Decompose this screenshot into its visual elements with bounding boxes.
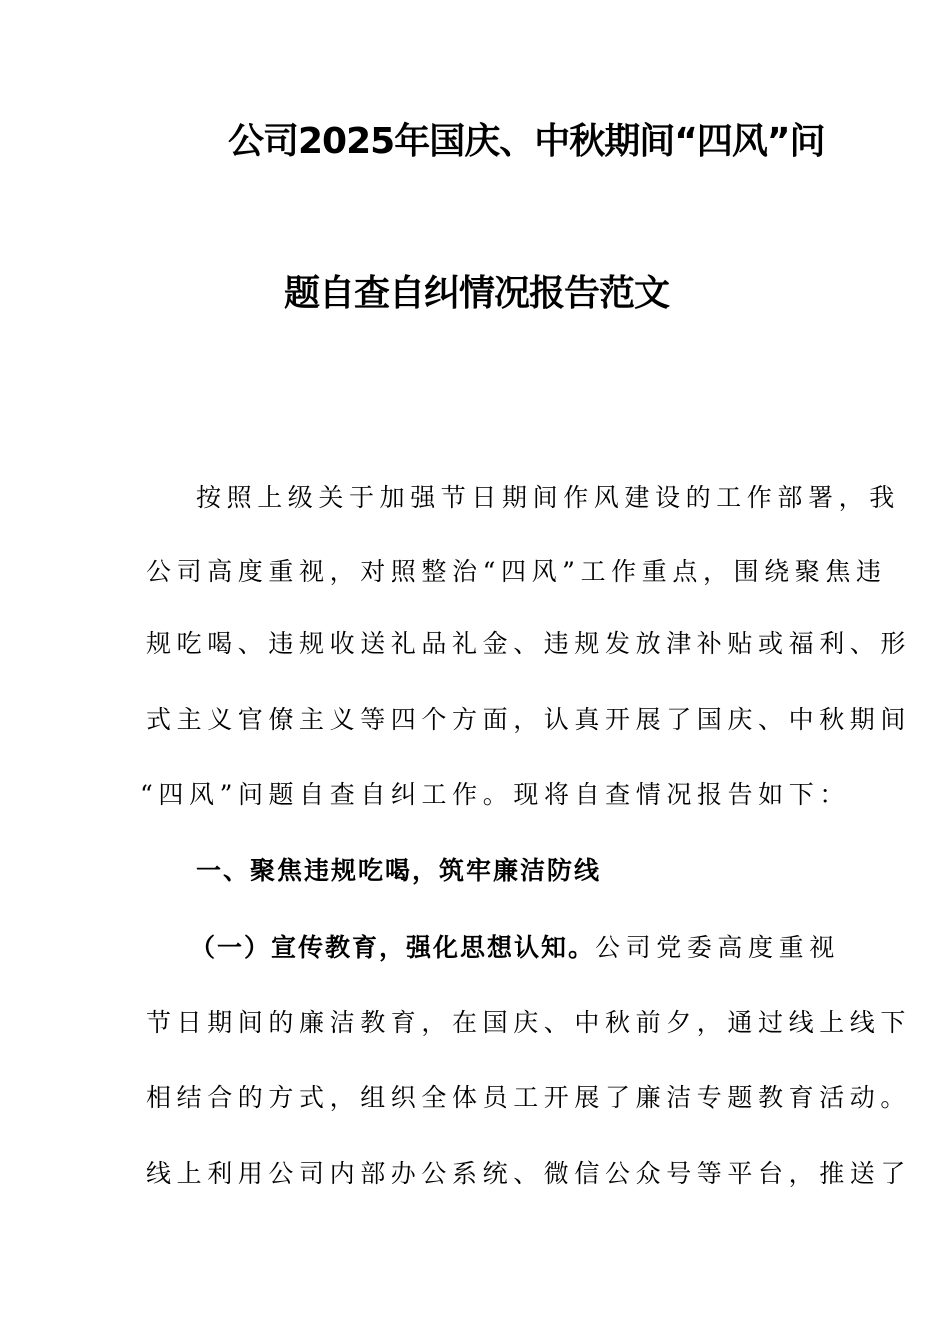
paragraph-line: 按照上级关于加强节日期间作风建设的工作部署，我 [196,483,900,512]
subsection-lead-heading: （一）宣传教育，强化思想认知。 [190,933,596,962]
paragraph-line: 节日期间的廉洁教育，在国庆、中秋前夕，通过线上线下 [146,1008,912,1037]
subsection-first-line [190,931,840,965]
paragraph-line: 规吃喝、违规收送礼品礼金、违规发放津补贴或福利、形 [146,629,912,658]
paragraph-line: 公司高度重视，对照整治“四风”工作重点，围绕聚焦违 [146,557,887,586]
section-heading: 一、聚焦违规吃喝，筑牢廉洁防线 [196,856,602,885]
document-title-line-1: 公司2025年国庆、中秋期间“四风”问 [228,121,825,162]
paragraph-line: “四风”问题自查自纠工作。现将自查情况报告如下： [140,780,850,809]
paragraph-line: 相结合的方式，组织全体员工开展了廉洁专题教育活动。 [146,1083,912,1112]
paragraph-line: 线上利用公司内部办公系统、微信公众号等平台，推送了 [146,1159,912,1188]
document-title-line-2: 题自查自纠情况报告范文 [284,273,670,314]
subsection-lead-text: 公司党委高度重视 [595,933,840,962]
paragraph-line: 式主义官僚主义等四个方面，认真开展了国庆、中秋期间 [146,705,912,734]
